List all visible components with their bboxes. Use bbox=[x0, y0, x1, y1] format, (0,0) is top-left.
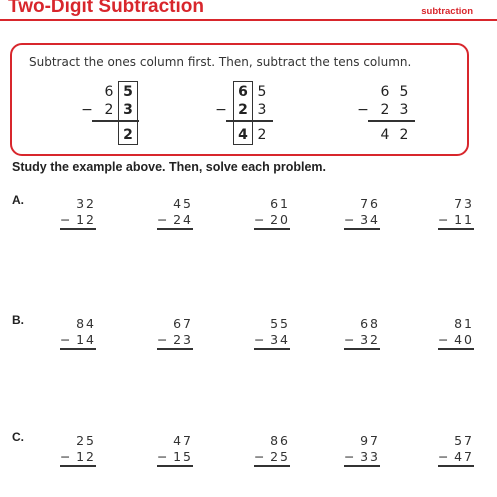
answer-line bbox=[157, 228, 193, 230]
example-digit: 6 bbox=[380, 84, 390, 100]
answer-line bbox=[157, 348, 193, 350]
header-rule bbox=[0, 19, 497, 21]
subtrahend: 32 bbox=[360, 332, 380, 347]
answer-line bbox=[368, 120, 415, 122]
answer-line bbox=[60, 348, 96, 350]
example-step-3 bbox=[356, 81, 416, 153]
problem-a4[interactable] bbox=[342, 196, 388, 236]
subtrahend: 12 bbox=[76, 212, 96, 227]
subtrahend: 25 bbox=[270, 449, 290, 464]
answer-line bbox=[60, 465, 96, 467]
problem-c1[interactable] bbox=[58, 433, 104, 473]
example-digit: 5 bbox=[399, 84, 409, 100]
example-digit: 5 bbox=[123, 84, 133, 100]
answer-line bbox=[344, 348, 380, 350]
subtrahend: 11 bbox=[454, 212, 474, 227]
problem-b4[interactable] bbox=[342, 316, 388, 356]
subtrahend: 34 bbox=[360, 212, 380, 227]
minus-sign: − bbox=[344, 449, 355, 464]
minus-sign: − bbox=[438, 332, 449, 347]
answer-line bbox=[438, 465, 474, 467]
subtrahend: 40 bbox=[454, 332, 474, 347]
answer-line bbox=[254, 465, 290, 467]
row-label: A. bbox=[12, 193, 24, 207]
example-digit: 4 bbox=[380, 127, 390, 143]
minuend: 73 bbox=[454, 196, 474, 211]
worksheet-instructions: Study the example above. Then, solve each problem. bbox=[12, 160, 326, 174]
example-digit: 3 bbox=[399, 102, 409, 118]
answer-line bbox=[226, 120, 273, 122]
minuend: 25 bbox=[76, 433, 96, 448]
example-digit: 2 bbox=[238, 102, 248, 118]
problem-b2[interactable] bbox=[155, 316, 201, 356]
minuend: 61 bbox=[270, 196, 290, 211]
minus-sign: − bbox=[60, 332, 71, 347]
answer-line bbox=[254, 348, 290, 350]
minuend: 81 bbox=[454, 316, 474, 331]
problem-c5[interactable] bbox=[436, 433, 482, 473]
row-label: C. bbox=[12, 430, 24, 444]
minuend: 86 bbox=[270, 433, 290, 448]
problem-c3[interactable] bbox=[252, 433, 298, 473]
minuend: 57 bbox=[454, 433, 474, 448]
minuend: 67 bbox=[173, 316, 193, 331]
problem-a3[interactable] bbox=[252, 196, 298, 236]
subtrahend: 23 bbox=[173, 332, 193, 347]
problem-a1[interactable] bbox=[58, 196, 104, 236]
problem-c2[interactable] bbox=[155, 433, 201, 473]
example-digit: 6 bbox=[238, 84, 248, 100]
example-digit: 5 bbox=[257, 84, 267, 100]
minus-sign: − bbox=[344, 332, 355, 347]
answer-line bbox=[60, 228, 96, 230]
example-digit: 2 bbox=[257, 127, 267, 143]
minuend: 76 bbox=[360, 196, 380, 211]
minuend: 45 bbox=[173, 196, 193, 211]
answer-line bbox=[438, 228, 474, 230]
example-digit: 2 bbox=[104, 102, 114, 118]
minus-sign: − bbox=[81, 102, 93, 118]
subtrahend: 14 bbox=[76, 332, 96, 347]
topic-tag: subtraction bbox=[421, 6, 473, 17]
minuend: 55 bbox=[270, 316, 290, 331]
answer-line bbox=[344, 465, 380, 467]
problem-b3[interactable] bbox=[252, 316, 298, 356]
subtrahend: 24 bbox=[173, 212, 193, 227]
minus-sign: − bbox=[438, 212, 449, 227]
minus-sign: − bbox=[254, 212, 265, 227]
minuend: 68 bbox=[360, 316, 380, 331]
subtrahend: 20 bbox=[270, 212, 290, 227]
minus-sign: − bbox=[254, 332, 265, 347]
problem-b1[interactable] bbox=[58, 316, 104, 356]
answer-line bbox=[344, 228, 380, 230]
answer-line bbox=[157, 465, 193, 467]
subtrahend: 47 bbox=[454, 449, 474, 464]
minus-sign: − bbox=[344, 212, 355, 227]
page-title: Two-Digit Subtraction bbox=[8, 0, 204, 17]
example-digit: 2 bbox=[123, 127, 133, 143]
problem-a2[interactable] bbox=[155, 196, 201, 236]
problem-a5[interactable] bbox=[436, 196, 482, 236]
example-digit: 3 bbox=[257, 102, 267, 118]
minus-sign: − bbox=[157, 449, 168, 464]
example-digit: 2 bbox=[380, 102, 390, 118]
example-digit: 2 bbox=[399, 127, 409, 143]
example-instruction: Subtract the ones column first. Then, subtract the tens column. bbox=[29, 55, 412, 69]
answer-line bbox=[92, 120, 139, 122]
minuend: 84 bbox=[76, 316, 96, 331]
row-label: B. bbox=[12, 313, 24, 327]
minus-sign: − bbox=[357, 102, 369, 118]
subtrahend: 15 bbox=[173, 449, 193, 464]
minus-sign: − bbox=[157, 332, 168, 347]
minus-sign: − bbox=[438, 449, 449, 464]
answer-line bbox=[254, 228, 290, 230]
example-digit: 6 bbox=[104, 84, 114, 100]
problem-b5[interactable] bbox=[436, 316, 482, 356]
minus-sign: − bbox=[157, 212, 168, 227]
example-box bbox=[10, 43, 469, 156]
example-step-1 bbox=[80, 81, 140, 153]
subtrahend: 12 bbox=[76, 449, 96, 464]
example-digit: 3 bbox=[123, 102, 133, 118]
subtrahend: 34 bbox=[270, 332, 290, 347]
minus-sign: − bbox=[254, 449, 265, 464]
minus-sign: − bbox=[215, 102, 227, 118]
answer-line bbox=[438, 348, 474, 350]
subtrahend: 33 bbox=[360, 449, 380, 464]
example-step-2 bbox=[214, 81, 274, 153]
minuend: 32 bbox=[76, 196, 96, 211]
minuend: 47 bbox=[173, 433, 193, 448]
minus-sign: − bbox=[60, 449, 71, 464]
problem-c4[interactable] bbox=[342, 433, 388, 473]
minuend: 97 bbox=[360, 433, 380, 448]
minus-sign: − bbox=[60, 212, 71, 227]
example-digit: 4 bbox=[238, 127, 248, 143]
